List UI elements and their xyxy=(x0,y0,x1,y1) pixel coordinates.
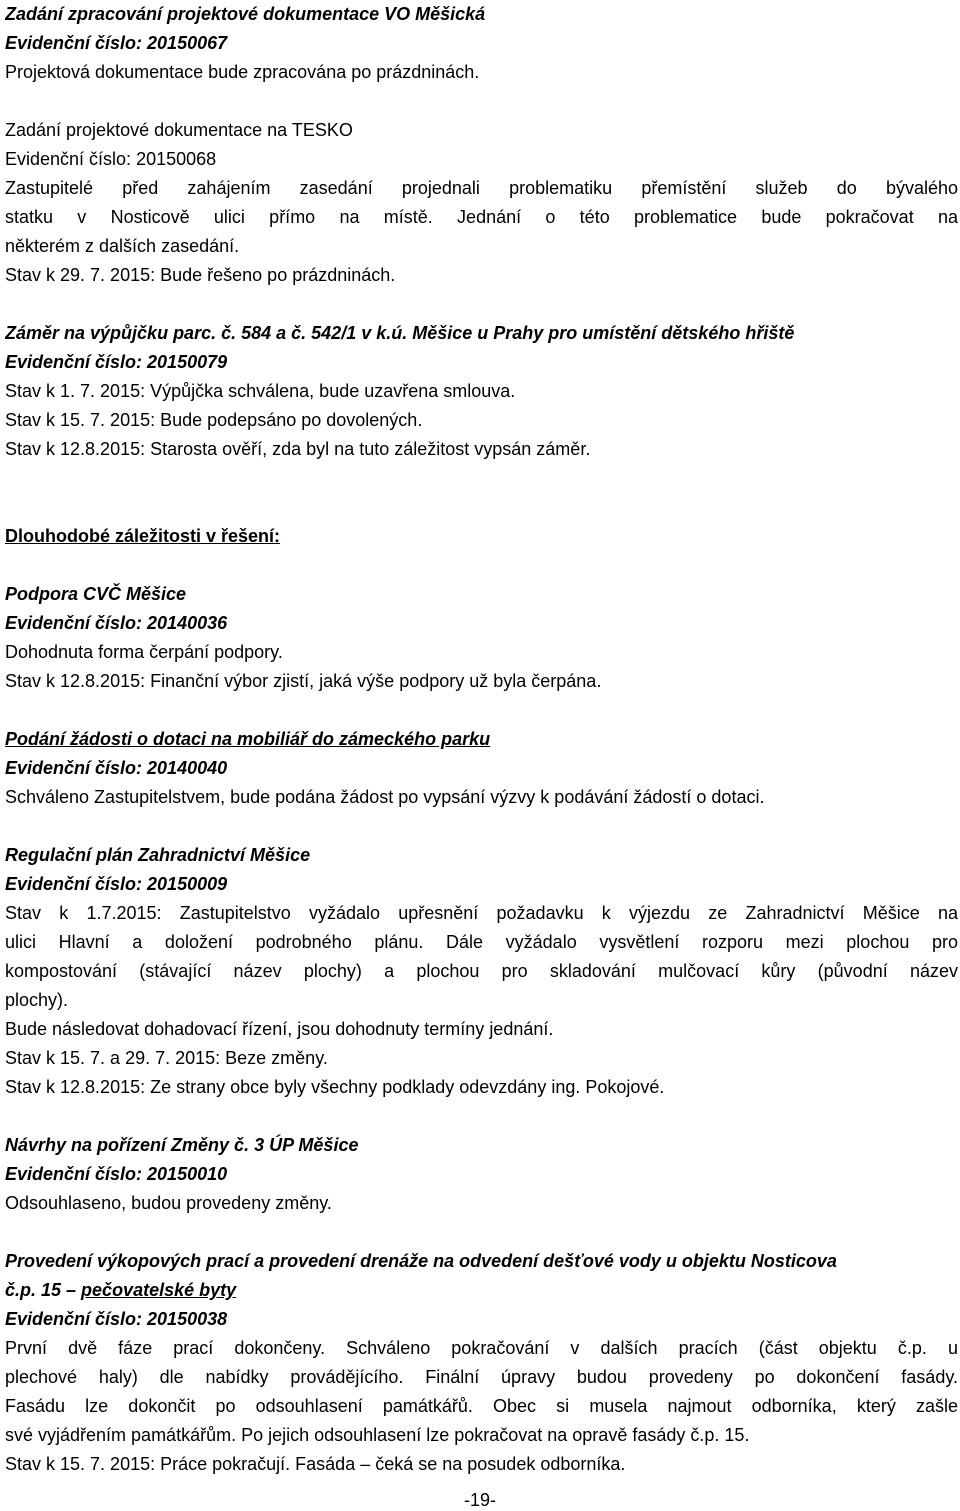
item-title-part: pečovatelské byty xyxy=(81,1280,237,1300)
item-title-continued xyxy=(5,1276,958,1305)
evidence-number: Evidenční číslo: 20150009 xyxy=(5,874,228,894)
item-text: Dohodnuta forma čerpání podpory. xyxy=(5,642,283,662)
item-text: některém z dalších zasedání. xyxy=(5,236,240,256)
item-zahradnictvi xyxy=(5,841,958,1102)
evidence-number: Evidenční číslo: 20150038 xyxy=(5,1309,228,1329)
document-page xyxy=(5,0,958,1479)
item-text: statku v Nosticově ulici přímo na místě. Jednání o této problematice bude pokračovat na xyxy=(5,207,958,227)
item-title: Zadání projektové dokumentace na TESKO xyxy=(5,120,353,140)
item-text: Bude následovat dohadovací řízení, jsou dohodnuty termíny jednání. xyxy=(5,1019,554,1039)
item-text: Schváleno Zastupitelstvem, bude podána žádost po vypsání výzvy k podávání žádostí o dotaci. xyxy=(5,787,765,807)
item-title: Návrhy na pořízení Změny č. 3 ÚP Měšice xyxy=(5,1135,359,1155)
evidence-number: Evidenční číslo: 20150067 xyxy=(5,33,228,53)
item-vypujcka xyxy=(5,319,958,464)
item-title: Zadání zpracování projektové dokumentace VO Měšická xyxy=(5,4,486,24)
item-vo-mesicka xyxy=(5,0,958,87)
item-title: Provedení výkopových prací a provedení drenáže na odvedení dešťové vody u objektu Nosticova xyxy=(5,1251,837,1271)
evidence-number: Evidenční číslo: 20150079 xyxy=(5,352,228,372)
status-line: Stav k 29. 7. 2015: Bude řešeno po prázdninách. xyxy=(5,265,396,285)
item-up xyxy=(5,1131,958,1218)
status-line: Stav k 1. 7. 2015: Výpůjčka schválena, bude uzavřena smlouva. xyxy=(5,381,516,401)
evidence-number: Evidenční číslo: 20150010 xyxy=(5,1164,228,1184)
status-line: Stav k 12.8.2015: Ze strany obce byly všechny podklady odevzdány ing. Pokojové. xyxy=(5,1077,665,1097)
item-title: Podpora CVČ Měšice xyxy=(5,584,187,604)
item-text: plochy). xyxy=(5,990,69,1010)
evidence-number: Evidenční číslo: 20140036 xyxy=(5,613,228,633)
evidence-number: Evidenční číslo: 20140040 xyxy=(5,758,228,778)
item-drenaz xyxy=(5,1247,958,1479)
item-text: První dvě fáze prací dokončeny. Schváleno pokračování v dalších pracích (část objektu č.p. u xyxy=(5,1338,958,1358)
item-title-part: č.p. 15 – xyxy=(5,1280,82,1300)
item-title: Regulační plán Zahradnictví Měšice xyxy=(5,845,311,865)
status-line: Stav k 12.8.2015: Finanční výbor zjistí, jaká výše podpory už byla čerpána. xyxy=(5,671,602,691)
item-title: Podání žádosti o dotaci na mobiliář do zámeckého parku xyxy=(5,729,491,749)
section-heading: Dlouhodobé záležitosti v řešení: xyxy=(5,526,281,546)
status-line: Stav k 15. 7. 2015: Práce pokračují. Fasáda – čeká se na posudek odborníka. xyxy=(5,1454,626,1474)
status-line: Stav k 15. 7. 2015: Bude podepsáno po dovolených. xyxy=(5,410,423,430)
item-text: Stav k 1.7.2015: Zastupitelstvo vyžádalo upřesnění požadavku k výjezdu ze Zahradnictví Měšice na xyxy=(5,903,958,923)
item-cvc xyxy=(5,580,958,696)
status-line: Stav k 12.8.2015: Starosta ověří, zda byl na tuto záležitost vypsán záměr. xyxy=(5,439,591,459)
item-text: své vyjádřením památkářům. Po jejich odsouhlasení lze pokračovat na opravě fasády č.p. 15. xyxy=(5,1425,750,1445)
item-title: Záměr na výpůjčku parc. č. 584 a č. 542/1 v k.ú. Měšice u Prahy pro umístění dětského hřiště xyxy=(5,323,795,343)
item-tesko xyxy=(5,116,958,290)
item-text: ulici Hlavní a doložení podrobného plánu. Dále vyžádalo vysvětlení rozporu mezi plochou pro xyxy=(5,932,958,952)
item-mobiliar xyxy=(5,725,958,812)
item-text: kompostování (stávající název plochy) a plochou pro skladování mulčovací kůry (původní název xyxy=(5,961,958,981)
evidence-number: Evidenční číslo: 20150068 xyxy=(5,149,217,169)
item-text: Fasádu lze dokončit po odsouhlasení památkářů. Obec si musela najmout odborníka, který zašle xyxy=(5,1396,958,1416)
item-text: Zastupitelé před zahájením zasedání projednali problematiku přemístění služeb do bývalého xyxy=(5,178,958,198)
status-line: Stav k 15. 7. a 29. 7. 2015: Beze změny. xyxy=(5,1048,328,1068)
page-number: -19- xyxy=(463,1490,496,1510)
item-text: Odsouhlaseno, budou provedeny změny. xyxy=(5,1193,332,1213)
item-text: Projektová dokumentace bude zpracována po prázdninách. xyxy=(5,62,480,82)
item-text: plechové haly) dle nabídky provádějícího. Finální úpravy budou provedeny po dokončení fasády. xyxy=(5,1367,958,1387)
